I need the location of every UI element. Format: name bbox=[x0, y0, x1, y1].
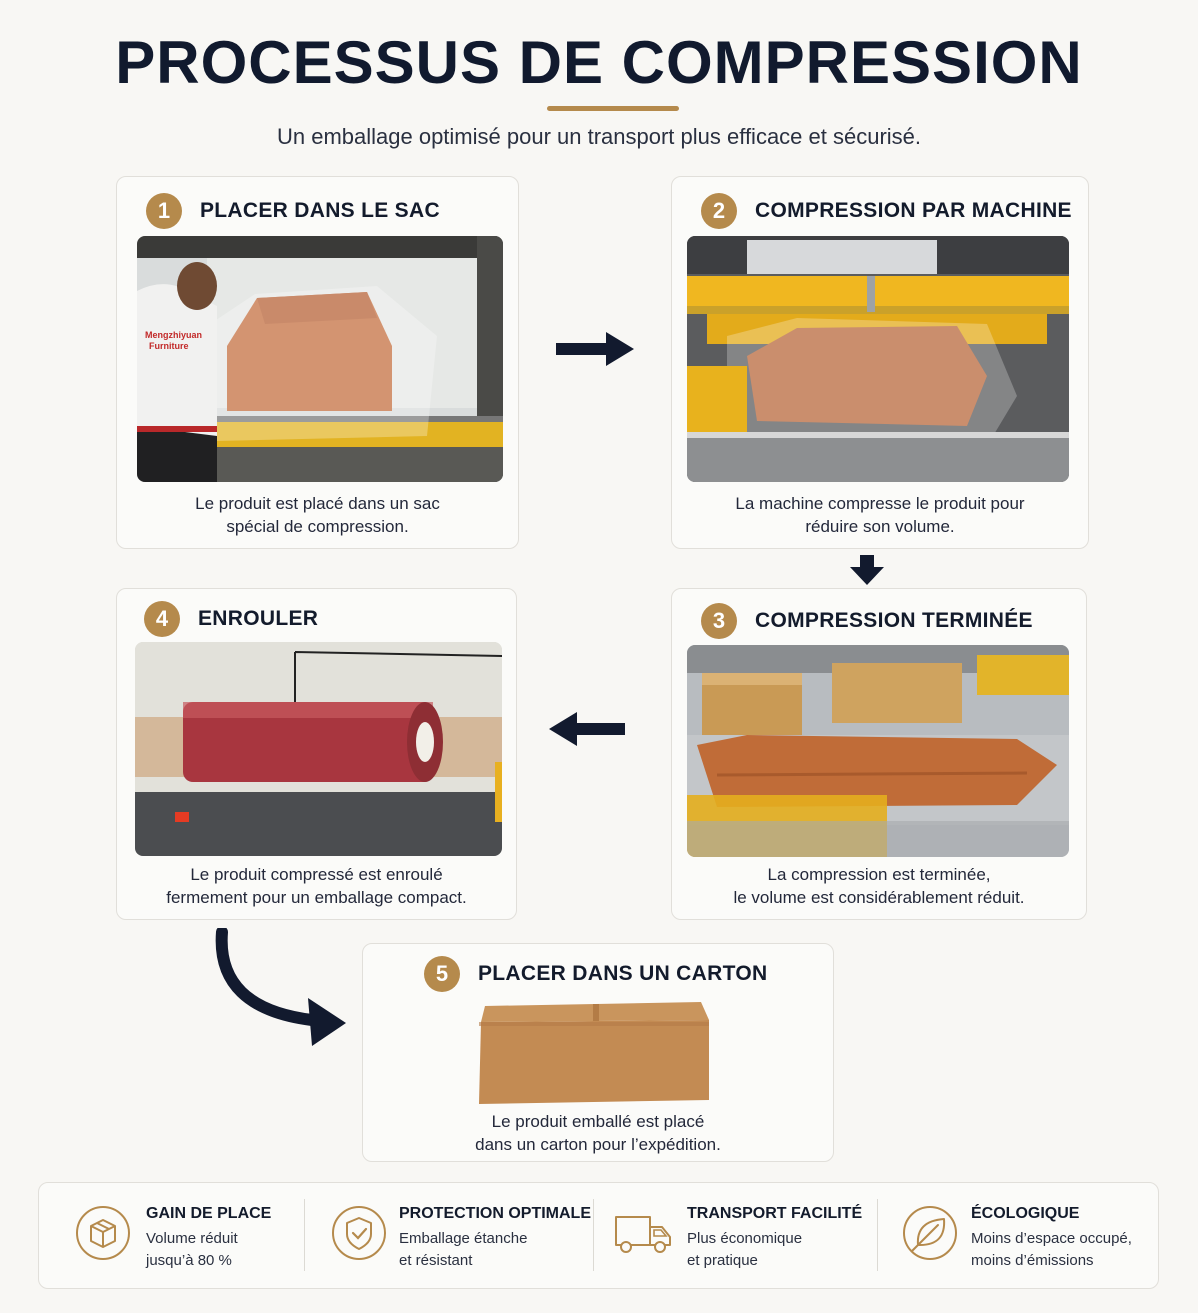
benefit-text: Emballage étanche et résistant bbox=[399, 1230, 528, 1269]
step-caption: La compression est terminée, le volume est considérablement réduit. bbox=[733, 865, 1025, 907]
step-title: COMPRESSION TERMINÉE bbox=[755, 609, 1033, 632]
step-title: COMPRESSION PAR MACHINE bbox=[755, 199, 1072, 222]
benefit-ecological bbox=[878, 1183, 1158, 1287]
step-caption: Le produit emballé est placé dans un carton pour l’expédition. bbox=[475, 1112, 721, 1154]
step-caption: La machine compresse le produit pour réduire son volume. bbox=[735, 494, 1025, 536]
leaf-icon bbox=[902, 1205, 958, 1261]
step-number-badge: 2 bbox=[701, 193, 737, 229]
shirt-logo-text: Mengzhiyuan bbox=[145, 330, 203, 340]
page-subtitle: Un emballage optimisé pour un transport plus efficace et sécurisé. bbox=[276, 124, 922, 149]
step-number-badge: 3 bbox=[701, 603, 737, 639]
benefit-title: PROTECTION OPTIMALE bbox=[399, 1205, 591, 1222]
truck-icon bbox=[612, 1205, 674, 1261]
curved-arrow-icon bbox=[212, 928, 352, 1048]
step-photo-rolling bbox=[135, 642, 502, 856]
step-card-4 bbox=[116, 588, 517, 920]
step-card-1 bbox=[116, 176, 519, 549]
benefit-text: Moins d’espace occupé, moins d’émissions bbox=[971, 1230, 1132, 1269]
benefit-title: TRANSPORT FACILITÉ bbox=[687, 1205, 863, 1222]
step-card-2 bbox=[671, 176, 1089, 549]
benefit-title: GAIN DE PLACE bbox=[146, 1205, 272, 1222]
arrow-down-icon bbox=[848, 553, 886, 587]
step-photo-compressed bbox=[687, 645, 1069, 857]
page-title: PROCESSUS DE COMPRESSION bbox=[115, 29, 1083, 96]
svg-text:Furniture: Furniture bbox=[149, 341, 189, 351]
step-number-badge: 4 bbox=[144, 601, 180, 637]
step-photo-machine bbox=[687, 236, 1069, 482]
benefit-transport bbox=[594, 1183, 877, 1287]
step-caption: Le produit est placé dans un sac spécial de compression. bbox=[195, 494, 440, 536]
box-icon bbox=[75, 1205, 131, 1261]
title-underline bbox=[547, 106, 679, 111]
step-number-badge: 5 bbox=[424, 956, 460, 992]
benefit-space-saving bbox=[39, 1183, 304, 1287]
arrow-left-icon bbox=[547, 710, 627, 748]
step-title: PLACER DANS LE SAC bbox=[200, 199, 440, 222]
step-photo-carton bbox=[475, 1000, 711, 1106]
step-photo-bagging bbox=[137, 236, 503, 482]
benefit-text: Volume réduit jusqu’à 80 % bbox=[146, 1230, 238, 1269]
step-title: PLACER DANS UN CARTON bbox=[478, 962, 768, 985]
benefits-bar bbox=[38, 1182, 1159, 1289]
benefit-title: ÉCOLOGIQUE bbox=[971, 1205, 1080, 1222]
shield-check-icon bbox=[331, 1205, 387, 1261]
step-title: ENROULER bbox=[198, 607, 319, 630]
step-card-3 bbox=[671, 588, 1087, 920]
step-caption: Le produit compressé est enroulé fermement pour un emballage compact. bbox=[166, 865, 467, 907]
benefit-text: Plus économique et pratique bbox=[687, 1230, 803, 1269]
step-number-badge: 1 bbox=[146, 193, 182, 229]
arrow-right-icon bbox=[554, 330, 636, 368]
step-card-5 bbox=[362, 943, 834, 1162]
benefit-protection bbox=[305, 1183, 593, 1287]
